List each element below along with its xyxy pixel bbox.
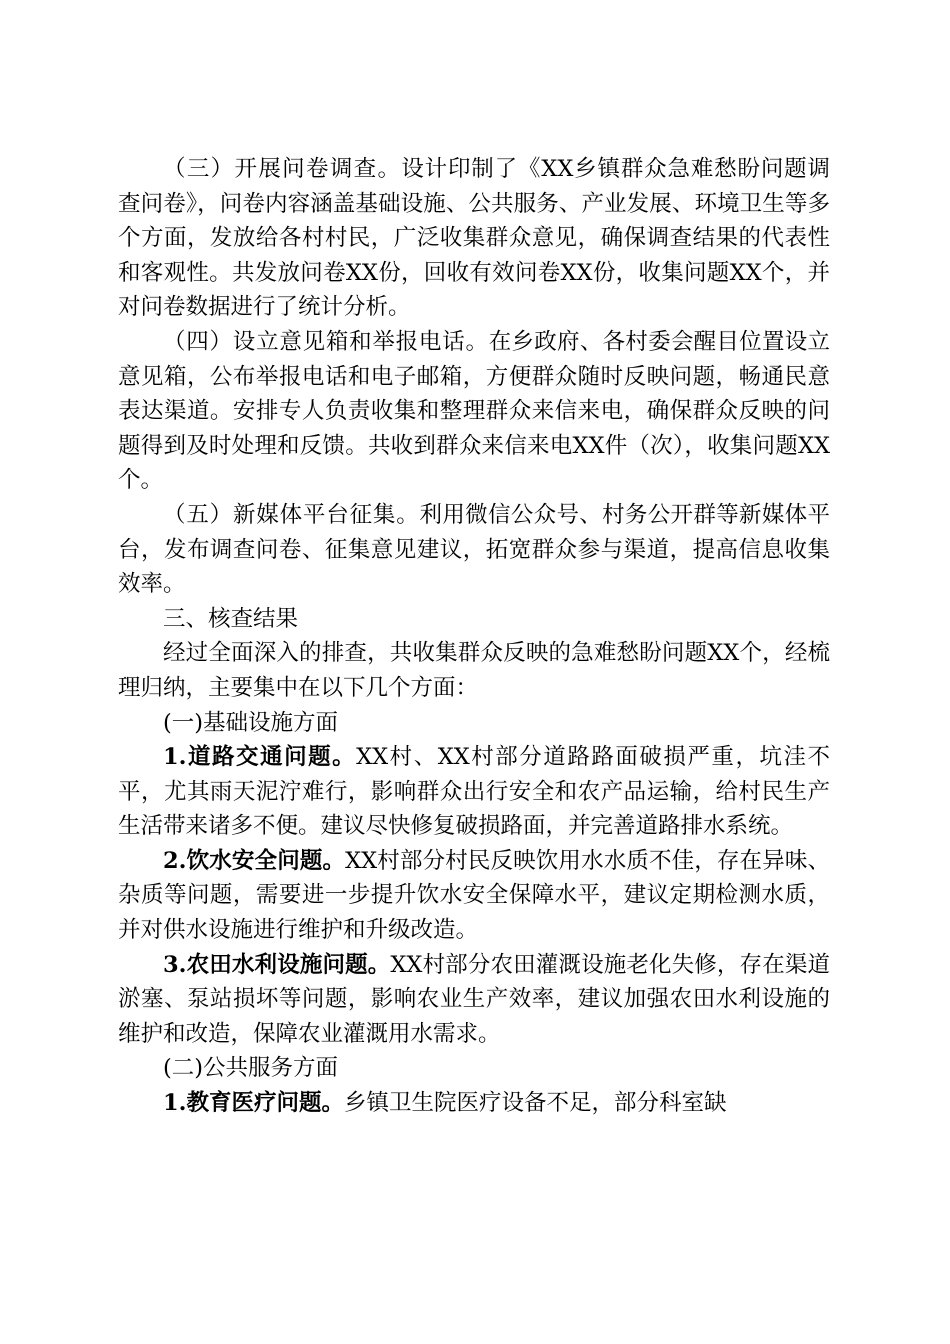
paragraph-results-summary — [118, 636, 830, 705]
paragraph-text: (一)基础设施方面 — [163, 709, 339, 736]
paragraph-lead: 2.饮水安全问题。 — [163, 847, 346, 874]
paragraph-roads — [118, 740, 830, 844]
paragraph-suggestion-box — [118, 325, 830, 498]
document-body — [118, 152, 830, 1121]
paragraph-text: 利用微信公众号、村务公开群等新媒体平台，发布调查问卷、征集意见建议，拓宽群众参与渠道，提高信息收集效率。 — [118, 501, 830, 598]
paragraph-lead: （五）新媒体平台征集。 — [163, 501, 420, 528]
paragraph-survey — [118, 152, 830, 325]
subheading-public-services — [118, 1051, 830, 1086]
paragraph-lead: （三）开展问卷调查。 — [163, 156, 402, 182]
paragraph-lead: （四）设立意见箱和举报电话。 — [163, 328, 489, 355]
paragraph-lead: 1.教育医疗问题。 — [163, 1090, 344, 1117]
paragraph-lead: 3.农田水利设施问题。 — [163, 951, 391, 978]
section-heading-results — [118, 602, 830, 637]
paragraph-text: 经过全面深入的排查，共收集群众反映的急难愁盼问题XX个，经梳理归纳，主要集中在以下几个方面： — [118, 640, 830, 701]
paragraph-text: (二)公共服务方面 — [163, 1055, 339, 1082]
paragraph-new-media — [118, 498, 830, 602]
paragraph-text: 在乡政府、各村委会醒目位置设立意见箱，公布举报电话和电子邮箱，方便群众随时反映问题，畅通民意表达渠道。安排专人负责收集和整理群众来信来电，确保群众反映的问题得到及时处理和反馈。共收到群众来信来电XX件（次），收集问题XX个。 — [118, 328, 830, 494]
paragraph-text: 乡镇卫生院医疗设备不足，部分科室缺 — [344, 1090, 727, 1117]
paragraph-text: 设计印制了《XX乡镇群众急难愁盼问题调查问卷》，问卷内容涵盖基础设施、公共服务、产业发展、环境卫生等多个方面，发放给各村村民，广泛收集群众意见，确保调查结果的代表性和客观性。共发放问卷XX份，回收有效问卷XX份，收集问题XX个，并对问卷数据进行了统计分析。 — [118, 156, 830, 321]
paragraph-text: 三、核查结果 — [163, 605, 299, 632]
paragraph-education-medical — [118, 1086, 830, 1121]
paragraph-water-safety — [118, 844, 830, 948]
paragraph-text: XX村部分农田灌溉设施老化失修，存在渠道淤塞、泵站损坏等问题，影响农业生产效率，建议加强农田水利设施的维护和改造，保障农业灌溉用水需求。 — [118, 951, 830, 1047]
paragraph-lead: 1.道路交通问题。 — [163, 744, 357, 771]
paragraph-text: XX村、XX村部分道路路面破损严重，坑洼不平，尤其雨天泥泞难行，影响群众出行安全和农产品运输，给村民生产生活带来诸多不便。建议尽快修复破损路面，并完善道路排水系统。 — [118, 744, 830, 840]
paragraph-text: XX村部分村民反映饮用水水质不佳，存在异味、杂质等问题，需要进一步提升饮水安全保障水平，建议定期检测水质，并对供水设施进行维护和升级改造。 — [118, 847, 830, 944]
paragraph-irrigation — [118, 948, 830, 1052]
subheading-infrastructure — [118, 706, 830, 741]
